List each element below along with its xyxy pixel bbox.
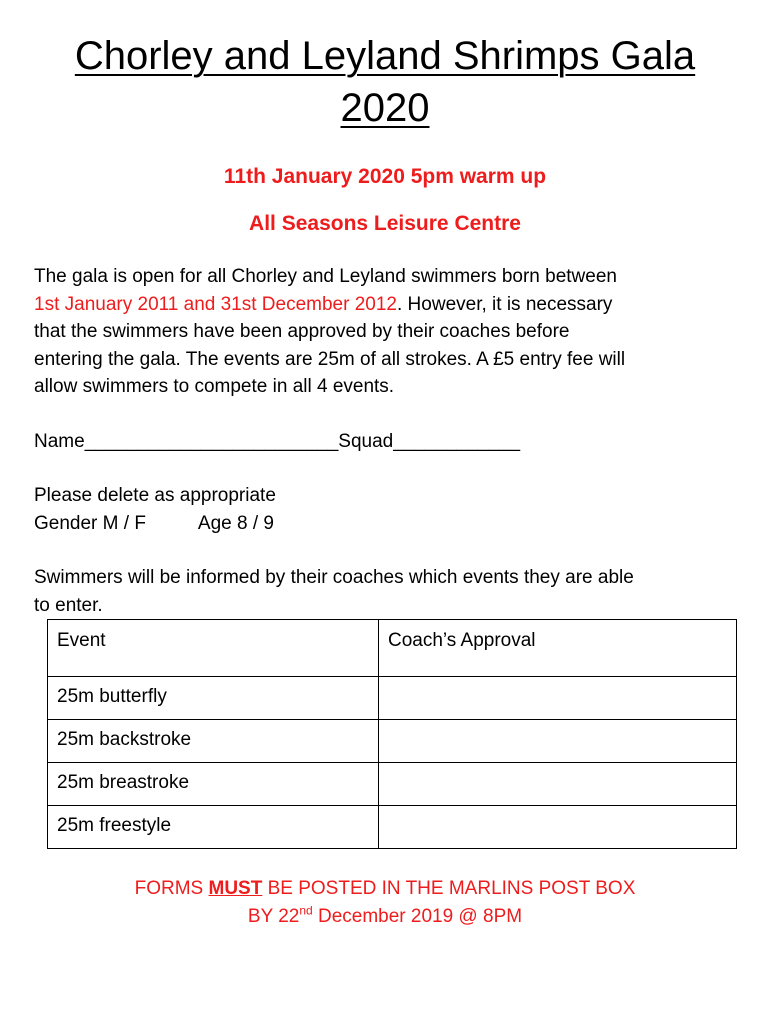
event-name: 25m backstroke	[48, 720, 379, 763]
intro-line-rest: . However, it is necessary	[397, 293, 613, 315]
intro-paragraph	[34, 263, 744, 401]
events-note-line: Swimmers will be informed by their coaches which events they are able	[34, 567, 634, 588]
events-note-line: to enter.	[34, 594, 103, 616]
delete-note: Please delete as appropriate	[34, 485, 276, 506]
name-squad-fields	[34, 428, 744, 456]
event-name: 25m butterfly	[48, 677, 379, 720]
name-field[interactable]: ________________________	[84, 431, 339, 452]
approval-cell[interactable]	[379, 677, 737, 720]
approval-cell[interactable]	[379, 720, 737, 763]
intro-line: that the swimmers have been approved by their coaches before	[34, 321, 570, 342]
must-emphasis: MUST	[208, 878, 263, 899]
title-line-2: 2020	[340, 86, 430, 130]
intro-line: entering the gala. The events are 25m of all strokes. A £5 entry fee will	[34, 348, 626, 370]
approval-cell[interactable]	[379, 763, 737, 806]
age-option[interactable]: Age 8 / 9	[197, 512, 274, 534]
intro-line: The gala is open for all Chorley and Leyland swimmers born between	[34, 266, 617, 287]
approval-cell[interactable]	[379, 806, 737, 849]
intro-line	[34, 291, 744, 319]
header-event: Event	[48, 620, 379, 677]
event-name: 25m breastroke	[48, 763, 379, 806]
header-coach-approval: Coach’s Approval	[379, 620, 737, 677]
notice-line-1: FORMS MUST BE POSTED IN THE MARLINS POST BOX	[134, 878, 636, 899]
birth-date-range: 1st January 2011 and 31st December 2012	[34, 293, 397, 315]
squad-label: Squad	[338, 431, 394, 452]
gender-option[interactable]: Gender M / F	[34, 512, 146, 534]
event-date: 11th January 2020 5pm warm up	[223, 165, 547, 188]
events-note	[34, 564, 744, 619]
squad-field[interactable]: ____________	[393, 431, 521, 452]
page-title	[0, 30, 770, 134]
delete-section	[34, 482, 744, 537]
table-header-row	[48, 620, 737, 677]
table-row	[48, 763, 737, 806]
event-name: 25m freestyle	[48, 806, 379, 849]
submission-notice	[0, 875, 770, 931]
venue: All Seasons Leisure Centre	[249, 212, 521, 235]
ordinal-suffix: nd	[299, 903, 313, 918]
table-row	[48, 720, 737, 763]
events-table	[47, 619, 737, 849]
title-line-1: Chorley and Leyland Shrimps Gala	[74, 34, 696, 78]
notice-line-2: BY 22nd December 2019 @ 8PM	[247, 903, 523, 927]
name-label: Name	[34, 431, 85, 452]
table-row	[48, 806, 737, 849]
table-row	[48, 677, 737, 720]
intro-line: allow swimmers to compete in all 4 events.	[34, 376, 395, 397]
